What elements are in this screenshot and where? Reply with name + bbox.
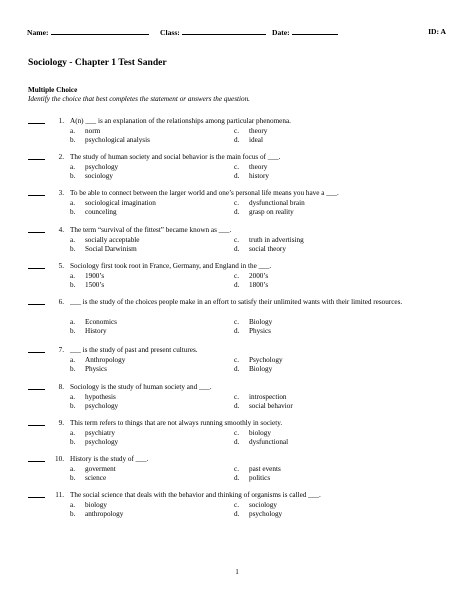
option-a[interactable]: norm	[85, 126, 101, 135]
question-stem: The social science that deals with the behavior and thinking of organisms is called ___.	[70, 491, 321, 499]
option-letter-a: a.	[70, 428, 75, 437]
option-c[interactable]: Psychology	[249, 355, 283, 364]
option-d[interactable]: Physics	[249, 327, 271, 336]
option-a[interactable]: psychiatry	[85, 428, 115, 437]
option-b[interactable]: anthropology	[85, 510, 124, 519]
option-c[interactable]: Biology	[249, 317, 273, 326]
option-letter-a: a.	[70, 271, 75, 280]
option-letter-d: d.	[234, 510, 240, 519]
answer-blank[interactable]	[28, 425, 45, 426]
option-letter-c: c.	[234, 464, 239, 473]
question-number: 7.	[58, 346, 64, 354]
option-letter-d: d.	[234, 136, 240, 145]
option-d[interactable]: 1800’s	[249, 281, 269, 290]
option-letter-c: c.	[234, 355, 239, 364]
option-a[interactable]: hypothesis	[85, 392, 116, 401]
option-b[interactable]: sociology	[85, 172, 113, 181]
option-d[interactable]: psychology	[249, 510, 283, 519]
option-d[interactable]: ideal	[249, 136, 263, 145]
option-b[interactable]: counceling	[85, 208, 117, 217]
question-number: 10.	[55, 455, 64, 463]
option-letter-d: d.	[234, 281, 240, 290]
question-stem: History is the study of ___.	[70, 455, 149, 463]
question-number: 4.	[58, 226, 64, 234]
option-c[interactable]: truth in advertising	[249, 235, 304, 244]
option-letter-b: b.	[70, 327, 76, 336]
option-d[interactable]: social behavior	[249, 402, 293, 411]
name-field[interactable]	[27, 27, 149, 37]
answer-blank[interactable]	[28, 123, 45, 124]
question-stem: ___ is the study of past and present cultures.	[70, 346, 198, 354]
id-label: ID: A	[428, 27, 446, 36]
option-letter-a: a.	[70, 126, 75, 135]
question-stem: A(n) ___ is an explanation of the relationships among particular phenomena.	[70, 117, 291, 125]
answer-blank[interactable]	[28, 352, 45, 353]
class-blank[interactable]	[182, 27, 266, 35]
option-letter-c: c.	[234, 198, 239, 207]
option-d[interactable]: dysfunctional	[249, 438, 289, 447]
option-a[interactable]: goverment	[85, 464, 116, 473]
option-letter-a: a.	[70, 464, 75, 473]
name-blank[interactable]	[51, 27, 149, 35]
option-letter-c: c.	[234, 126, 239, 135]
option-letter-b: b.	[70, 438, 76, 447]
answer-blank[interactable]	[28, 304, 45, 305]
answer-blank[interactable]	[28, 497, 45, 498]
option-b[interactable]: science	[85, 474, 107, 483]
option-letter-b: b.	[70, 208, 76, 217]
option-letter-b: b.	[70, 172, 76, 181]
option-a[interactable]: Anthropology	[85, 355, 126, 364]
option-letter-b: b.	[70, 365, 76, 374]
section-heading: Multiple Choice	[28, 86, 78, 94]
question-number: 1.	[58, 117, 64, 125]
option-letter-d: d.	[234, 402, 240, 411]
option-c[interactable]: past events	[249, 464, 281, 473]
option-a[interactable]: sociological imagination	[85, 198, 156, 207]
question-number: 9.	[58, 419, 64, 427]
option-letter-c: c.	[234, 317, 239, 326]
option-c[interactable]: introspection	[249, 392, 287, 401]
option-b[interactable]: psychology	[85, 402, 119, 411]
option-c[interactable]: biology	[249, 428, 271, 437]
option-letter-d: d.	[234, 438, 240, 447]
option-a[interactable]: biology	[85, 500, 107, 509]
option-b[interactable]: Physics	[85, 365, 107, 374]
page-title: Sociology - Chapter 1 Test Sander	[28, 57, 167, 68]
option-letter-b: b.	[70, 245, 76, 254]
option-letter-b: b.	[70, 136, 76, 145]
option-c[interactable]: dysfunctional brain	[249, 198, 305, 207]
answer-blank[interactable]	[28, 461, 45, 462]
answer-blank[interactable]	[28, 268, 45, 269]
question-number: 6.	[58, 298, 64, 306]
option-letter-a: a.	[70, 198, 75, 207]
answer-blank[interactable]	[28, 232, 45, 233]
answer-blank[interactable]	[28, 389, 45, 390]
option-d[interactable]: grasp on reality	[249, 208, 294, 217]
question-stem: This term refers to things that are not always running smoothly in society.	[70, 419, 283, 427]
question-stem: The study of human society and social behavior is the main focus of ___.	[70, 153, 281, 161]
option-letter-a: a.	[70, 235, 75, 244]
question-stem: ___ is the study of the choices people make in an effort to satisfy their unlimited wants with their limited resources.	[70, 298, 403, 306]
date-label: Date:	[272, 28, 290, 37]
option-letter-a: a.	[70, 500, 75, 509]
option-letter-a: a.	[70, 317, 75, 326]
option-letter-a: a.	[70, 392, 75, 401]
header-line	[27, 27, 446, 41]
question-number: 5.	[58, 262, 64, 270]
option-c[interactable]: theory	[249, 126, 268, 135]
option-letter-d: d.	[234, 172, 240, 181]
class-field[interactable]	[160, 27, 266, 37]
option-a[interactable]: psychology	[85, 162, 119, 171]
question-stem: To be able to connect between the larger world and one’s personal life means you have a ___.	[70, 189, 339, 197]
question-stem: Sociology first took root in France, Germany, and England in the ___.	[70, 262, 272, 270]
option-c[interactable]: theory	[249, 162, 268, 171]
question-number: 3.	[58, 189, 64, 197]
option-letter-d: d.	[234, 327, 240, 336]
date-blank[interactable]	[292, 27, 338, 35]
class-label: Class:	[160, 28, 180, 37]
option-d[interactable]: social theory	[249, 245, 286, 254]
answer-blank[interactable]	[28, 159, 45, 160]
option-letter-c: c.	[234, 428, 239, 437]
option-b[interactable]: 1500’s	[85, 281, 105, 290]
option-c[interactable]: 2000’s	[249, 271, 269, 280]
option-letter-c: c.	[234, 162, 239, 171]
option-a[interactable]: 1900’s	[85, 271, 105, 280]
option-d[interactable]: Biology	[249, 365, 273, 374]
name-label: Name:	[27, 28, 49, 37]
option-letter-b: b.	[70, 474, 76, 483]
option-letter-b: b.	[70, 402, 76, 411]
question-stem: Sociology is the study of human society and ___.	[70, 383, 212, 391]
option-letter-a: a.	[70, 162, 75, 171]
option-letter-d: d.	[234, 208, 240, 217]
option-d[interactable]: politics	[249, 474, 271, 483]
option-a[interactable]: socially acceptable	[85, 235, 140, 244]
option-letter-c: c.	[234, 271, 239, 280]
option-b[interactable]: History	[85, 327, 107, 336]
option-b[interactable]: psychological analysis	[85, 136, 150, 145]
option-letter-c: c.	[234, 500, 239, 509]
date-field[interactable]	[272, 27, 338, 37]
option-b[interactable]: psychology	[85, 438, 119, 447]
option-letter-b: b.	[70, 281, 76, 290]
question-stem: The term “survival of the fittest” became known as ___.	[70, 226, 232, 234]
section-instructions: Identify the choice that best completes the statement or answers the question.	[28, 95, 250, 103]
page-number: 1	[235, 568, 239, 576]
option-b[interactable]: Social Darwinism	[85, 245, 137, 254]
question-number: 8.	[58, 383, 64, 391]
option-letter-c: c.	[234, 235, 239, 244]
option-letter-d: d.	[234, 365, 240, 374]
option-letter-d: d.	[234, 474, 240, 483]
question-number: 2.	[58, 153, 64, 161]
option-d[interactable]: history	[249, 172, 269, 181]
answer-blank[interactable]	[28, 195, 45, 196]
option-letter-c: c.	[234, 392, 239, 401]
question-number: 11.	[55, 491, 64, 499]
option-letter-d: d.	[234, 245, 240, 254]
option-a[interactable]: Economics	[85, 317, 117, 326]
option-letter-a: a.	[70, 355, 75, 364]
option-c[interactable]: sociology	[249, 500, 277, 509]
option-letter-b: b.	[70, 510, 76, 519]
